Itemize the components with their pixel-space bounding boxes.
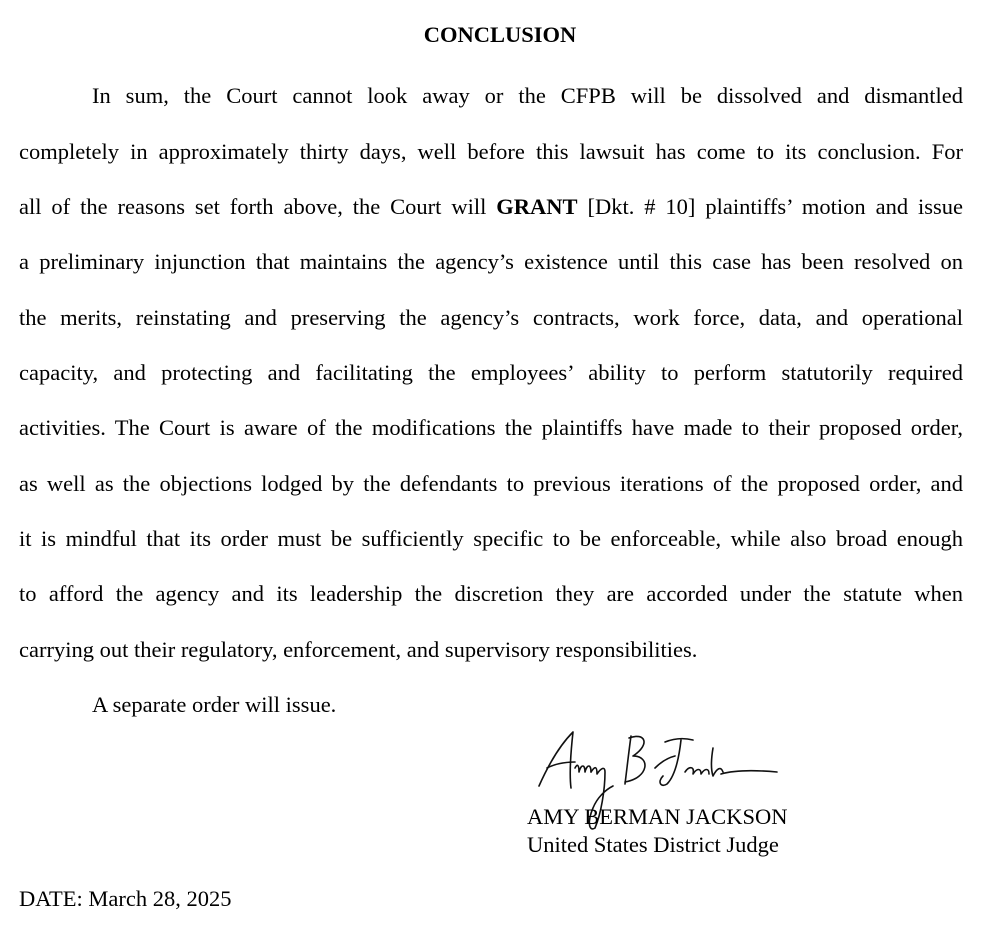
judge-title: United States District Judge — [527, 832, 779, 857]
conclusion-heading: CONCLUSION — [423, 22, 577, 47]
body-line-9: it is mindful that its order must be sufficiently specific to be enforceable, while also broad enough — [19, 526, 963, 551]
body-line-2: completely in approximately thirty days, well before this lawsuit has come to its conclusion. For — [19, 139, 963, 164]
body-line-5: the merits, reinstating and preserving the agency’s contracts, work force, data, and operational — [19, 305, 963, 330]
date-line: DATE: March 28, 2025 — [19, 886, 232, 911]
body-line-3-end: [Dkt. # 10] plaintiffs’ motion and issue — [577, 194, 963, 219]
body-line-3 — [19, 194, 963, 220]
body-line-10: to afford the agency and its leadership the discretion they are accorded under the statute when — [19, 581, 963, 606]
body-line-7: activities. The Court is aware of the modifications the plaintiffs have made to their proposed order, — [19, 415, 963, 440]
body-line-6: capacity, and protecting and facilitating the employees’ ability to perform statutorily required — [19, 360, 963, 385]
body-line-1: In sum, the Court cannot look away or the CFPB will be dissolved and dismantled — [92, 83, 963, 108]
body-line-3-start: all of the reasons set forth above, the Court will — [19, 194, 497, 219]
grant-bold-text: GRANT — [496, 194, 578, 219]
body-line-4: a preliminary injunction that maintains the agency’s existence until this case has been resolved on — [19, 249, 963, 274]
body-line-11: carrying out their regulatory, enforcement, and supervisory responsibilities. — [19, 637, 698, 662]
judge-name: AMY BERMAN JACKSON — [527, 804, 788, 829]
body-line-8: as well as the objections lodged by the defendants to previous iterations of the proposed order, and — [19, 471, 963, 496]
separate-order-line: A separate order will issue. — [92, 692, 337, 717]
